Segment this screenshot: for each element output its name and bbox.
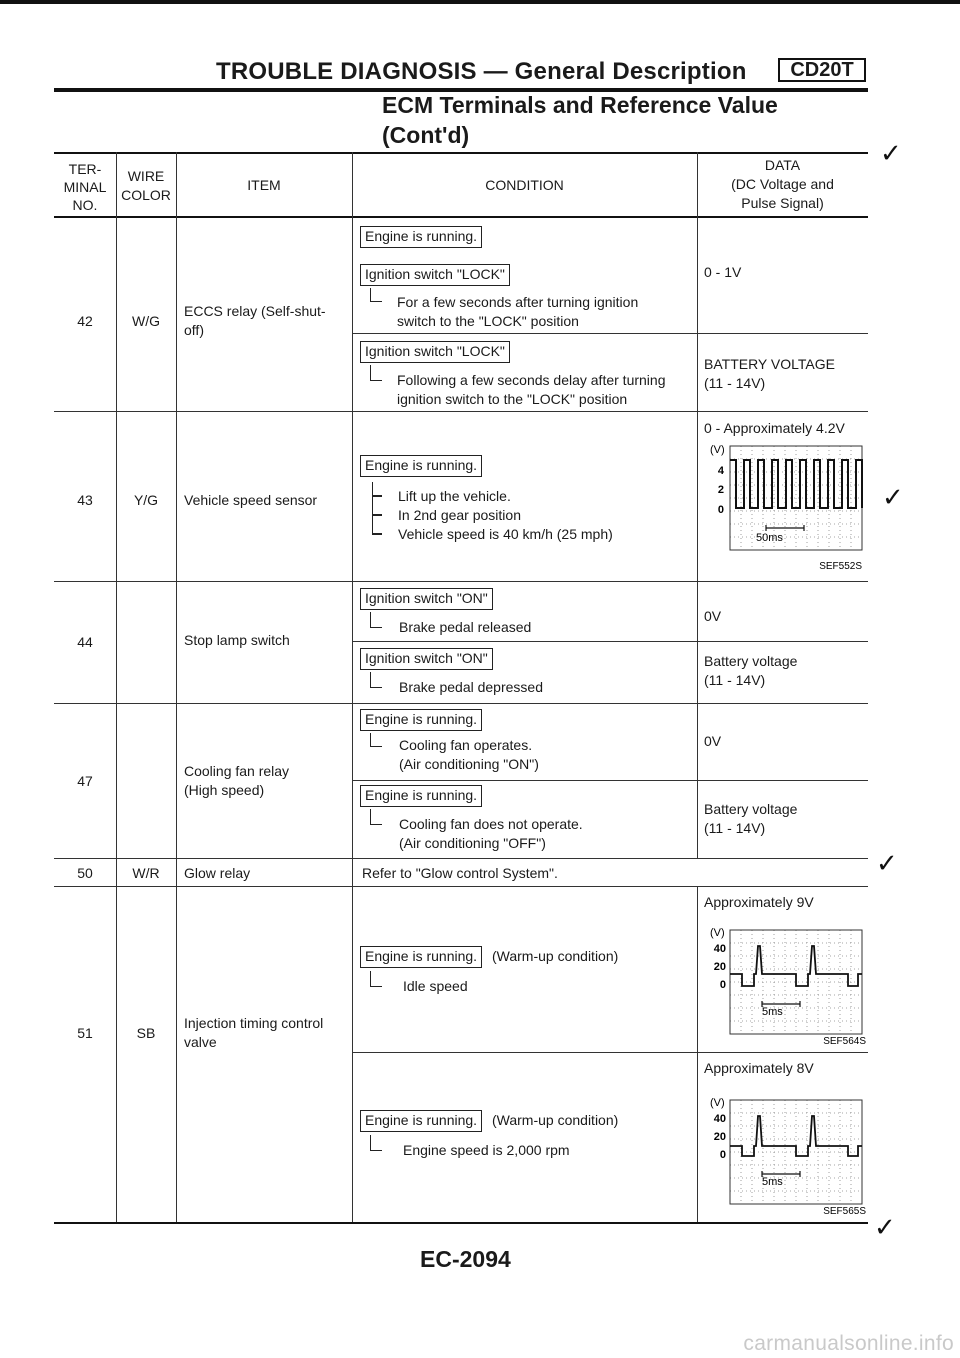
col-header-data-l2: (DC Voltage and bbox=[731, 176, 834, 192]
waveform-figure-code: SEF552S bbox=[819, 561, 862, 572]
condition-box: Engine is running. bbox=[360, 709, 482, 731]
sub-condition: Idle speed bbox=[403, 978, 468, 994]
data-value bbox=[704, 355, 835, 393]
data-value: 0V bbox=[704, 733, 722, 749]
sub-condition: Brake pedal depressed bbox=[399, 679, 543, 695]
sub-condition: Engine speed is 2,000 rpm bbox=[403, 1142, 570, 1158]
sub-condition-l1: Cooling fan does not operate. bbox=[399, 816, 583, 832]
terminal-number: 42 bbox=[77, 313, 93, 329]
condition-box: Ignition switch "ON" bbox=[360, 588, 493, 610]
col-header-terminal-l1: TER- bbox=[68, 161, 102, 177]
col-header-condition: CONDITION bbox=[485, 177, 564, 193]
item-name-l1: Injection timing control bbox=[184, 1015, 324, 1031]
col-header-terminal-l3: NO. bbox=[72, 197, 98, 213]
revision-check-mark: ✓ bbox=[874, 1212, 896, 1242]
sub-condition-l2: ignition switch to the "LOCK" position bbox=[397, 391, 628, 407]
data-value bbox=[704, 652, 797, 690]
sub-condition-l2: switch to the "LOCK" position bbox=[397, 313, 579, 329]
page-title: TROUBLE DIAGNOSIS — General Description bbox=[216, 58, 747, 85]
condition-box: Engine is running. bbox=[360, 226, 482, 248]
waveform-time-label: 5ms bbox=[762, 1006, 783, 1018]
condition-text: Refer to "Glow control System". bbox=[362, 865, 558, 881]
col-header-wire bbox=[116, 167, 176, 205]
sub-condition-l2: (Air conditioning "ON") bbox=[399, 756, 539, 772]
waveform-chart-sef552s bbox=[700, 438, 868, 578]
item-name-l2: off) bbox=[184, 322, 204, 338]
data-value: 0 - 1V bbox=[704, 264, 742, 280]
waveform-ytick: 20 bbox=[713, 961, 726, 973]
sub-condition-l1: For a few seconds after turning ignition bbox=[397, 294, 639, 310]
waveform-ytick: 40 bbox=[713, 1113, 726, 1125]
section-title-line2: (Cont'd) bbox=[382, 122, 470, 148]
col-header-data-l3: Pulse Signal) bbox=[741, 195, 824, 211]
waveform-ylabel: (V) bbox=[710, 444, 725, 456]
sub-condition bbox=[399, 736, 539, 774]
wire-color: SB bbox=[136, 1025, 156, 1041]
sub-condition-bracket bbox=[370, 1135, 382, 1151]
item-name bbox=[184, 302, 326, 340]
waveform-ytick: 2 bbox=[717, 484, 724, 496]
waveform-chart-sef565s bbox=[700, 1090, 868, 1218]
sub-condition-l1: Following a few seconds delay after turning bbox=[397, 372, 666, 388]
section-title-line1: ECM Terminals and Reference Value bbox=[382, 92, 778, 118]
sub-condition-l2: In 2nd gear position bbox=[398, 507, 521, 523]
data-value-l1: Battery voltage bbox=[704, 653, 798, 669]
sub-condition-bracket bbox=[370, 971, 382, 987]
terminal-number: 47 bbox=[77, 773, 93, 789]
sub-condition-bracket bbox=[370, 612, 382, 628]
col-header-data-l1: DATA bbox=[764, 157, 801, 173]
waveform-ytick: 0 bbox=[717, 504, 724, 516]
sub-condition: Brake pedal released bbox=[399, 619, 532, 635]
wire-color: Y/G bbox=[133, 492, 159, 508]
condition-box: Engine is running. bbox=[360, 785, 482, 807]
page-number: EC-2094 bbox=[420, 1246, 511, 1272]
col-header-terminal-l2: MINAL bbox=[63, 179, 107, 195]
sub-condition-bracket bbox=[370, 365, 382, 381]
item-name bbox=[184, 1014, 323, 1052]
waveform-time-label: 50ms bbox=[756, 532, 783, 544]
sub-condition-bracket bbox=[370, 733, 382, 747]
sub-condition-l1: Lift up the vehicle. bbox=[398, 488, 511, 504]
condition-box: Engine is running. bbox=[360, 946, 482, 968]
item-name bbox=[184, 762, 289, 800]
data-value bbox=[704, 800, 797, 838]
waveform-figure-code: SEF565S bbox=[823, 1206, 866, 1217]
sub-condition-l3: Vehicle speed is 40 km/h (25 mph) bbox=[398, 526, 613, 542]
sub-condition bbox=[397, 371, 665, 409]
section-title bbox=[382, 90, 778, 150]
engine-code-badge: CD20T bbox=[778, 58, 866, 82]
terminal-number: 50 bbox=[77, 865, 93, 881]
col-header-data bbox=[697, 156, 868, 213]
waveform-ylabel: (V) bbox=[710, 927, 725, 939]
data-value: 0 - Approximately 4.2V bbox=[704, 420, 845, 436]
watermark: carmanualsonline.info bbox=[743, 1332, 954, 1355]
condition-box: Ignition switch "LOCK" bbox=[360, 264, 510, 286]
col-header-wire-l2: COLOR bbox=[121, 187, 171, 203]
waveform-ytick: 4 bbox=[717, 465, 724, 477]
waveform-figure-code: SEF564S bbox=[823, 1036, 866, 1047]
waveform-ylabel: (V) bbox=[710, 1097, 725, 1109]
condition-box: Engine is running. bbox=[360, 455, 482, 477]
waveform-chart-sef564s bbox=[700, 920, 868, 1048]
condition-box: Ignition switch "ON" bbox=[360, 648, 493, 670]
condition-note: (Warm-up condition) bbox=[492, 1112, 619, 1128]
sub-condition-l2: (Air conditioning "OFF") bbox=[399, 835, 546, 851]
item-name-l1: Cooling fan relay bbox=[184, 763, 290, 779]
sub-condition-bracket bbox=[370, 288, 382, 302]
item-name: Glow relay bbox=[184, 865, 251, 881]
sub-condition bbox=[397, 293, 638, 331]
col-header-terminal bbox=[54, 160, 116, 214]
condition-box: Engine is running. bbox=[360, 1110, 482, 1132]
terminal-number: 43 bbox=[77, 492, 93, 508]
waveform-time-label: 5ms bbox=[762, 1176, 783, 1188]
waveform-ytick: 0 bbox=[719, 979, 726, 991]
waveform-ytick: 0 bbox=[719, 1149, 726, 1161]
sub-condition bbox=[399, 815, 583, 853]
revision-check-mark: ✓ bbox=[880, 138, 902, 168]
waveform-ytick: 40 bbox=[713, 943, 726, 955]
item-name-l1: ECCS relay (Self-shut- bbox=[184, 303, 326, 319]
data-value-l2: (11 - 14V) bbox=[704, 672, 766, 688]
col-header-item: ITEM bbox=[247, 177, 281, 193]
data-value: Approximately 9V bbox=[704, 894, 814, 910]
item-name-l2: (High speed) bbox=[184, 782, 265, 798]
wire-color: W/G bbox=[132, 313, 160, 329]
revision-check-mark: ✓ bbox=[876, 848, 898, 878]
terminal-number: 51 bbox=[77, 1025, 93, 1041]
top-edge-bar bbox=[0, 0, 960, 4]
sub-condition-bracket bbox=[372, 482, 373, 534]
data-value-l2: (11 - 14V) bbox=[704, 375, 766, 391]
sub-condition bbox=[398, 487, 613, 544]
revision-check-mark: ✓ bbox=[882, 482, 904, 512]
waveform-trace bbox=[730, 460, 862, 508]
sub-condition-bracket bbox=[370, 809, 382, 825]
data-value-l1: BATTERY VOLTAGE bbox=[704, 356, 835, 372]
data-value: 0V bbox=[704, 608, 722, 624]
sub-condition-bracket bbox=[370, 672, 382, 688]
condition-note: (Warm-up condition) bbox=[492, 948, 619, 964]
item-name-l2: valve bbox=[184, 1034, 217, 1050]
condition-box: Ignition switch "LOCK" bbox=[360, 341, 510, 363]
col-header-wire-l1: WIRE bbox=[127, 168, 165, 184]
item-name: Stop lamp switch bbox=[184, 632, 290, 648]
item-name: Vehicle speed sensor bbox=[184, 492, 318, 508]
data-value-l1: Battery voltage bbox=[704, 801, 798, 817]
data-value: Approximately 8V bbox=[704, 1060, 814, 1076]
wire-color: W/R bbox=[132, 865, 160, 881]
waveform-ytick: 20 bbox=[713, 1131, 726, 1143]
data-value-l2: (11 - 14V) bbox=[704, 820, 766, 836]
terminal-number: 44 bbox=[77, 634, 93, 650]
sub-condition-l1: Cooling fan operates. bbox=[399, 737, 533, 753]
